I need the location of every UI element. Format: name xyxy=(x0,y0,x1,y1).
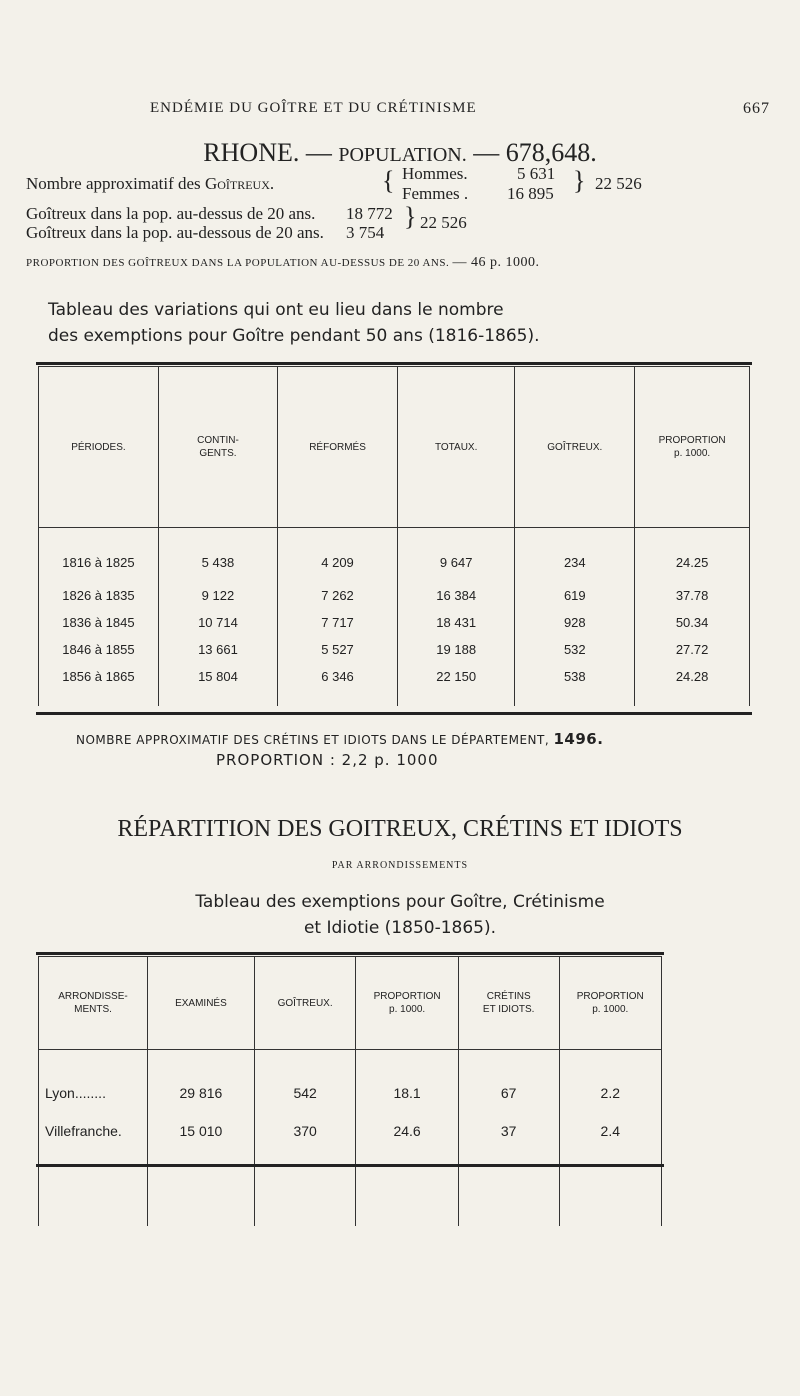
table2-cell: 29 816 xyxy=(148,1050,255,1117)
table1-row xyxy=(39,636,750,663)
table1-header-cell xyxy=(158,367,277,528)
table1-pad-cell xyxy=(635,690,750,706)
population-label: POPULATION. xyxy=(338,144,467,166)
table1-header-text: PÉRIODES. xyxy=(71,441,126,453)
table1-header-text: PROPORTION xyxy=(658,435,726,446)
table2-header-cell xyxy=(458,957,559,1050)
brace-left-1: { xyxy=(382,166,395,195)
table2-row xyxy=(39,1050,662,1117)
table1-header-text: GENTS. xyxy=(199,448,237,459)
table1-cell: 13 661 xyxy=(158,636,277,663)
over20-value: 18 772 xyxy=(346,204,393,223)
table1-cell: 50.34 xyxy=(635,609,750,636)
table1-cell: 1846 à 1855 xyxy=(39,636,159,663)
table1-cell: 16 384 xyxy=(398,582,515,609)
goitreux-count-label xyxy=(26,174,274,194)
title-separator: — xyxy=(305,138,332,167)
table1-row xyxy=(39,582,750,609)
count-label-prefix: Nombre approximatif des xyxy=(26,174,201,193)
over20-label: Goîtreux dans la pop. au-dessus de 20 ans. xyxy=(26,204,316,223)
table1-title-line2: des exemptions pour Goître pendant 50 ans (1816-1865). xyxy=(48,326,540,346)
table2-pad-cell xyxy=(254,1146,356,1226)
table1-header-text: TOTAUX. xyxy=(434,441,478,453)
brace-right-2: } xyxy=(404,202,417,231)
table1-cell: 619 xyxy=(515,582,635,609)
table1-cell: 1856 à 1865 xyxy=(39,663,159,690)
proportion-line xyxy=(26,255,786,271)
cretins-note-value: 1496. xyxy=(553,730,604,748)
femmes-value: 16 895 xyxy=(507,184,554,203)
table1-cell: 19 188 xyxy=(398,636,515,663)
title-separator-2: — xyxy=(473,138,500,167)
table1-cell: 9 122 xyxy=(158,582,277,609)
page-number: 667 xyxy=(743,100,770,117)
cretins-note xyxy=(76,730,603,748)
age-total: 22 526 xyxy=(420,213,467,232)
hommes-label: Hommes. xyxy=(402,164,468,183)
table1-cell: 7 262 xyxy=(278,582,398,609)
table1-cell: 928 xyxy=(515,609,635,636)
table2-header-text: CRÉTINS xyxy=(486,991,531,1002)
population-value: 678,648. xyxy=(505,138,597,167)
table2-row xyxy=(39,1116,662,1146)
table1-header-cell xyxy=(39,367,159,528)
table2-pad-cell xyxy=(458,1146,559,1226)
department-name: RHONE. xyxy=(203,138,300,167)
table1-cell: 27.72 xyxy=(635,636,750,663)
table2-header-text: p. 1000. xyxy=(389,1004,426,1015)
table2-cell: 370 xyxy=(254,1116,356,1146)
table2-title-line1: Tableau des exemptions pour Goître, Crétinisme xyxy=(195,892,605,912)
table1-bottom-rule xyxy=(36,712,752,715)
femmes-label: Femmes . xyxy=(402,184,469,203)
table1-row xyxy=(39,609,750,636)
department-title xyxy=(0,138,800,168)
table1-pad-cell xyxy=(158,690,277,706)
table2-header-text: ET IDIOTS. xyxy=(482,1004,535,1015)
table1-pad-cell xyxy=(278,690,398,706)
table2-header-text: PROPORTION xyxy=(576,991,644,1002)
table1-cell: 234 xyxy=(515,528,635,583)
table1-cell: 37.78 xyxy=(635,582,750,609)
running-title: ENDÉMIE DU GOÎTRE ET DU CRÉTINISME xyxy=(150,100,477,116)
table2-cell: 37 xyxy=(458,1116,559,1146)
table1-header-text: GOÎTREUX. xyxy=(547,441,603,453)
table1-row xyxy=(39,528,750,583)
proportion-text: PROPORTION DES GOÎTREUX DANS LA POPULATION AU-DESSUS DE 20 ANS. xyxy=(26,257,450,269)
table2-pad-cell xyxy=(559,1146,661,1226)
cretins-note-text: NOMBRE APPROXIMATIF DES CRÉTINS ET IDIOTS DANS LE DÉPARTEMENT, xyxy=(76,733,550,747)
table1-header-cell xyxy=(398,367,515,528)
table2-header-text: MENTS. xyxy=(74,1004,112,1015)
table2-title-line2: et Idiotie (1850-1865). xyxy=(303,918,497,938)
table2-cell: 2.4 xyxy=(559,1116,661,1146)
table1-header-text: p. 1000. xyxy=(674,448,711,459)
table2-header-text: PROPORTION xyxy=(373,991,441,1002)
table2-cell: 67 xyxy=(458,1050,559,1117)
table1-cell: 1836 à 1845 xyxy=(39,609,159,636)
table1-cell: 5 527 xyxy=(278,636,398,663)
table1-cell: 10 714 xyxy=(158,609,277,636)
table1-pad-cell xyxy=(39,690,159,706)
table2-header-text: GOÎTREUX. xyxy=(277,997,333,1009)
table2-header-cell xyxy=(254,957,356,1050)
table1-cell: 18 431 xyxy=(398,609,515,636)
table2-top-rule xyxy=(36,952,664,955)
table1-header-cell xyxy=(278,367,398,528)
count-label-word: Goîtreux. xyxy=(204,174,275,193)
table1-cell: 532 xyxy=(515,636,635,663)
table2-pad-cell xyxy=(39,1146,148,1226)
table1-cell: 24.25 xyxy=(635,528,750,583)
table2-header-cell xyxy=(148,957,255,1050)
table1-top-rule xyxy=(36,362,752,365)
table2-header-cell xyxy=(559,957,661,1050)
running-header xyxy=(150,100,770,117)
table2-cell: 2.2 xyxy=(559,1050,661,1117)
goitreux-total: 22 526 xyxy=(595,174,642,193)
table1-cell: 24.28 xyxy=(635,663,750,690)
table2-cell: Lyon........ xyxy=(39,1050,148,1117)
table2-header-text: ARRONDISSE- xyxy=(58,991,128,1002)
table1-row xyxy=(39,663,750,690)
table1-header-cell xyxy=(635,367,750,528)
cretins-proportion: PROPORTION : 2,2 p. 1000 xyxy=(216,751,439,769)
under20-label: Goîtreux dans la pop. au-dessous de 20 ans. xyxy=(26,223,324,242)
table2-cell: 542 xyxy=(254,1050,356,1117)
table1-pad-cell xyxy=(398,690,515,706)
table2-header-row xyxy=(39,957,662,1050)
table1-header-row xyxy=(39,367,750,528)
table1-cell: 9 647 xyxy=(398,528,515,583)
table1-cell: 7 717 xyxy=(278,609,398,636)
repartition-title: RÉPARTITION DES GOITREUX, CRÉTINS ET IDIOTS xyxy=(117,816,683,842)
hommes-value: 5 631 xyxy=(517,164,556,183)
table1-cell: 1816 à 1825 xyxy=(39,528,159,583)
table2-cell: 24.6 xyxy=(356,1116,458,1146)
table2 xyxy=(38,956,662,1226)
table2-header-cell xyxy=(356,957,458,1050)
table1-cell: 15 804 xyxy=(158,663,277,690)
table2-pad-row xyxy=(39,1146,662,1226)
table1-cell: 4 209 xyxy=(278,528,398,583)
table2-header-text: p. 1000. xyxy=(592,1004,629,1015)
table2-cell: 15 010 xyxy=(148,1116,255,1146)
table2-pad-cell xyxy=(148,1146,255,1226)
table2-header-text: EXAMINÉS xyxy=(175,997,227,1009)
table1-cell: 22 150 xyxy=(398,663,515,690)
table2-cell: Villefranche. xyxy=(39,1116,148,1146)
table1-pad-row xyxy=(39,690,750,706)
under20-value: 3 754 xyxy=(346,223,385,242)
proportion-value: — 46 p. 1000. xyxy=(452,255,540,270)
table1 xyxy=(38,366,750,706)
table2-cell: 18.1 xyxy=(356,1050,458,1117)
table1-pad-cell xyxy=(515,690,635,706)
table1-header-cell xyxy=(515,367,635,528)
table1-cell: 5 438 xyxy=(158,528,277,583)
table1-cell: 538 xyxy=(515,663,635,690)
table1-header-text: RÉFORMÉS xyxy=(309,441,366,453)
brace-right-1: } xyxy=(573,166,586,195)
table2-pad-cell xyxy=(356,1146,458,1226)
table1-cell: 6 346 xyxy=(278,663,398,690)
repartition-subtitle: PAR ARRONDISSEMENTS xyxy=(331,860,469,871)
table2-bottom-rule xyxy=(36,1164,664,1167)
table1-cell: 1826 à 1835 xyxy=(39,582,159,609)
table1-header-text: CONTIN- xyxy=(197,435,239,446)
table1-title-line1: Tableau des variations qui ont eu lieu dans le nombre xyxy=(48,300,504,320)
table2-header-cell xyxy=(39,957,148,1050)
